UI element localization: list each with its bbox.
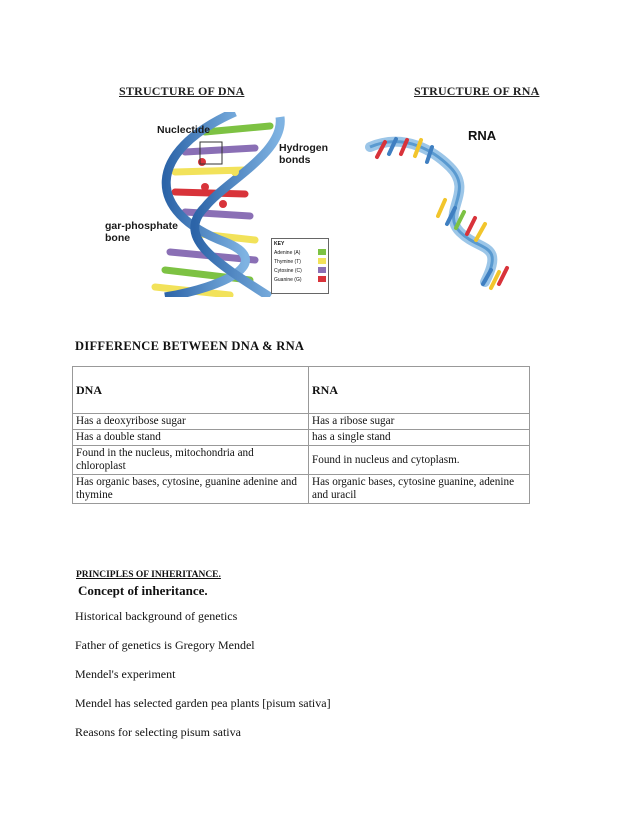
guanine-swatch: [318, 276, 326, 282]
table-row: [73, 475, 530, 504]
key-title: KEY: [274, 241, 285, 247]
rna-label: RNA: [468, 128, 497, 143]
table-cell: has a single stand: [309, 430, 530, 446]
base-key: [271, 238, 329, 294]
nucleotide-label: Nuclectide: [157, 124, 211, 136]
table-cell: Has organic bases, cytosine, guanine adenine and thymine: [73, 475, 309, 504]
thymine-swatch: [318, 258, 326, 264]
table-header-row: [73, 367, 530, 414]
key-item-cytosine: Cytosine (C): [274, 267, 326, 276]
header-dna: DNA: [73, 367, 309, 414]
cytosine-swatch: [318, 267, 326, 273]
table-cell: Has a ribose sugar: [309, 414, 530, 430]
paragraph: Mendel's experiment: [75, 667, 176, 681]
key-item-thymine: Thymine (T): [274, 258, 326, 267]
paragraph: Father of genetics is Gregory Mendel: [75, 638, 255, 652]
table-cell: Has a double stand: [73, 430, 309, 446]
table-cell: Found in nucleus and cytoplasm.: [309, 446, 530, 475]
concept-heading: Concept of inheritance.: [78, 583, 208, 598]
paragraph: Reasons for selecting pisum sativa: [75, 725, 241, 739]
dna-rna-comparison-table: [72, 366, 530, 504]
dna-figure-title: STRUCTURE OF DNA: [119, 84, 245, 98]
table-cell: Has organic bases, cytosine guanine, adenine and uracil: [309, 475, 530, 504]
sugar-phosphate-label: gar-phosphate bone: [105, 220, 178, 244]
key-item-adenine: Adenine (A): [274, 249, 326, 258]
paragraph: Mendel has selected garden pea plants [pisum sativa]: [75, 696, 331, 710]
rna-figure-title: STRUCTURE OF RNA: [414, 84, 540, 98]
table-row: [73, 414, 530, 430]
rna-strand-illustration: [365, 112, 540, 297]
paragraph: Historical background of genetics: [75, 609, 238, 623]
table-cell: Has a deoxyribose sugar: [73, 414, 309, 430]
rna-diagram: [365, 112, 540, 297]
difference-section-title: DIFFERENCE BETWEEN DNA & RNA: [75, 339, 305, 353]
principles-heading: PRINCIPLES OF INHERITANCE.: [76, 570, 221, 580]
dna-diagram: [105, 112, 330, 297]
hydrogen-bonds-label: Hydrogen bonds: [279, 142, 329, 166]
table-row: [73, 430, 530, 446]
adenine-swatch: [318, 249, 326, 255]
table-row: [73, 446, 530, 475]
header-rna: RNA: [309, 367, 530, 414]
table-cell: Found in the nucleus, mitochondria and chloroplast: [73, 446, 309, 475]
key-item-guanine: Guanine (G): [274, 276, 326, 285]
